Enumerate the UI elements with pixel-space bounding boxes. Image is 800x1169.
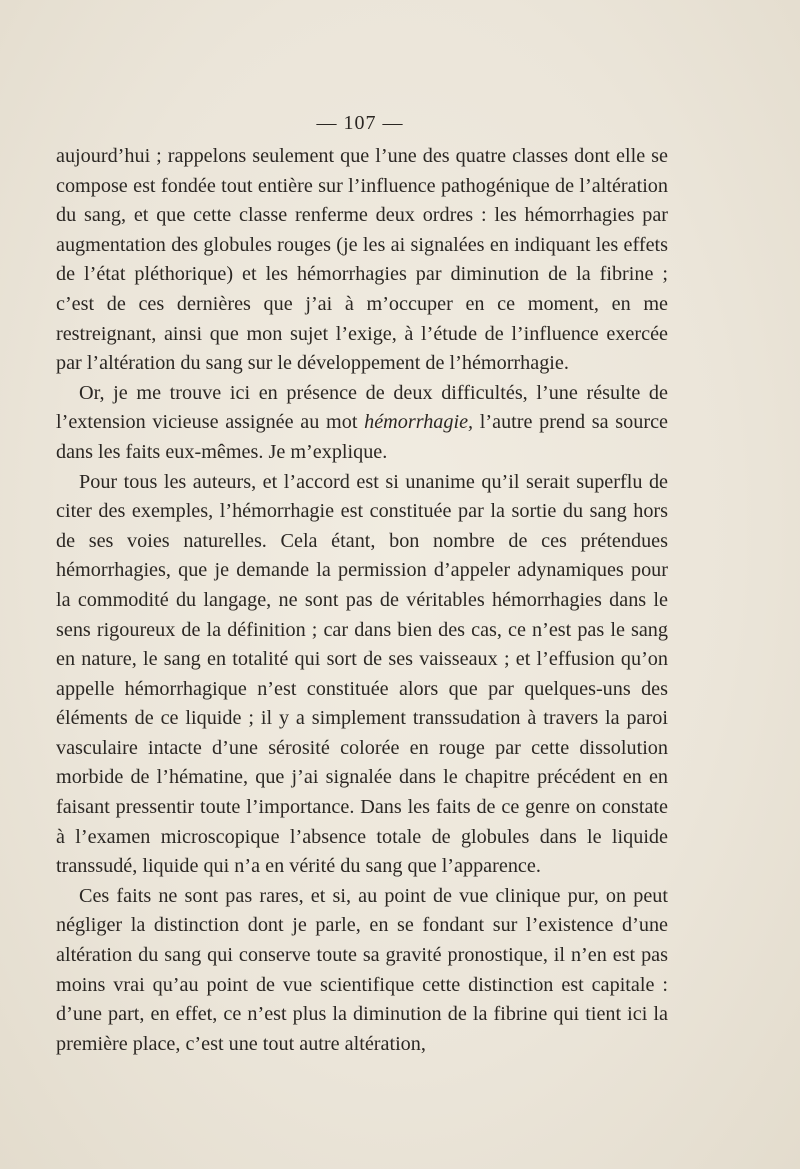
paragraph-3 [56, 468, 668, 882]
paragraph-1 [56, 142, 668, 379]
paragraph-2-text-b: l’autre prend sa source dans les faits eux-mêmes. Je m’explique. [56, 411, 668, 463]
paragraph-4 [56, 882, 668, 1060]
paragraph-1-text: aujourd’hui ; rappelons seulement que l’une des quatre classes dont elle se compose est fondée tout entière sur l’influence pathogénique de l’altération du sang, et que cette classe renferme deux ordres : les hémorrhagies par augmentation des globules rouges (je les ai signalées en indiquant les effets de l’état pléthorique) et les hémorrhagies par diminution de la fibrine ; c’est de ces dernières que j’ai à m’occuper en ce moment, en me restreignant, ainsi que mon sujet l’exige, à l’étude de l’influence exercée par l’altération du sang sur le développement de l’hémorrhagie. [56, 145, 668, 375]
paragraph-2 [56, 379, 668, 468]
paragraph-4-text: Ces faits ne sont pas rares, et si, au point de vue clinique pur, on peut négliger la distinction dont je parle, en se fondant sur l’existence d’une altération du sang qui conserve toute sa gravité pronostique, il n’en est pas moins vrai qu’au point de vue scientifique cette distinction est capitale : d’une part, en effet, ce n’est plus la diminution de la fibrine qui tient ici la première place, c’est une tout autre altération, [56, 884, 668, 1055]
body-text [56, 142, 668, 1059]
page-number: — 107 — [316, 112, 404, 134]
paragraph-3-text: Pour tous les auteurs, et l’accord est si unanime qu’il serait superflu de citer des exemples, l’hémorrhagie est constituée par la sortie du sang hors de ses voies naturelles. Cela étant, bon nombre de ces prétendues hémorrhagies, que je demande la permission d’appeler adynamiques pour la commodité du langage, ne sont pas de véritables hémorrhagies dans le sens rigoureux de la définition ; car dans bien des cas, ce n’est pas le sang en nature, le sang en totalité qui sort de ses vaisseaux ; et l’effusion qu’on appelle hémorrhagique n’est constituée alors que par quelques-uns des éléments de ce liquide ; il y a simplement transsudation à travers la paroi vasculaire intacte d’une sérosité colorée en rouge par cette dissolution morbide de l’hématine, que j’ai signalée dans le chapitre précédent en en faisant pressentir toute l’importance. Dans les faits de ce genre on constate à l’examen microscopique l’absence totale de globules dans le liquide transsudé, liquide qui n’a en vérité du sang que l’apparence. [56, 470, 668, 878]
paragraph-2-text-a: Or, je me trouve ici en présence de deux difficultés, l’une résulte de l’extension vicieuse assignée au mot [56, 381, 668, 434]
italic-term-hemorrhagie: hémorrhagie, [364, 411, 474, 434]
